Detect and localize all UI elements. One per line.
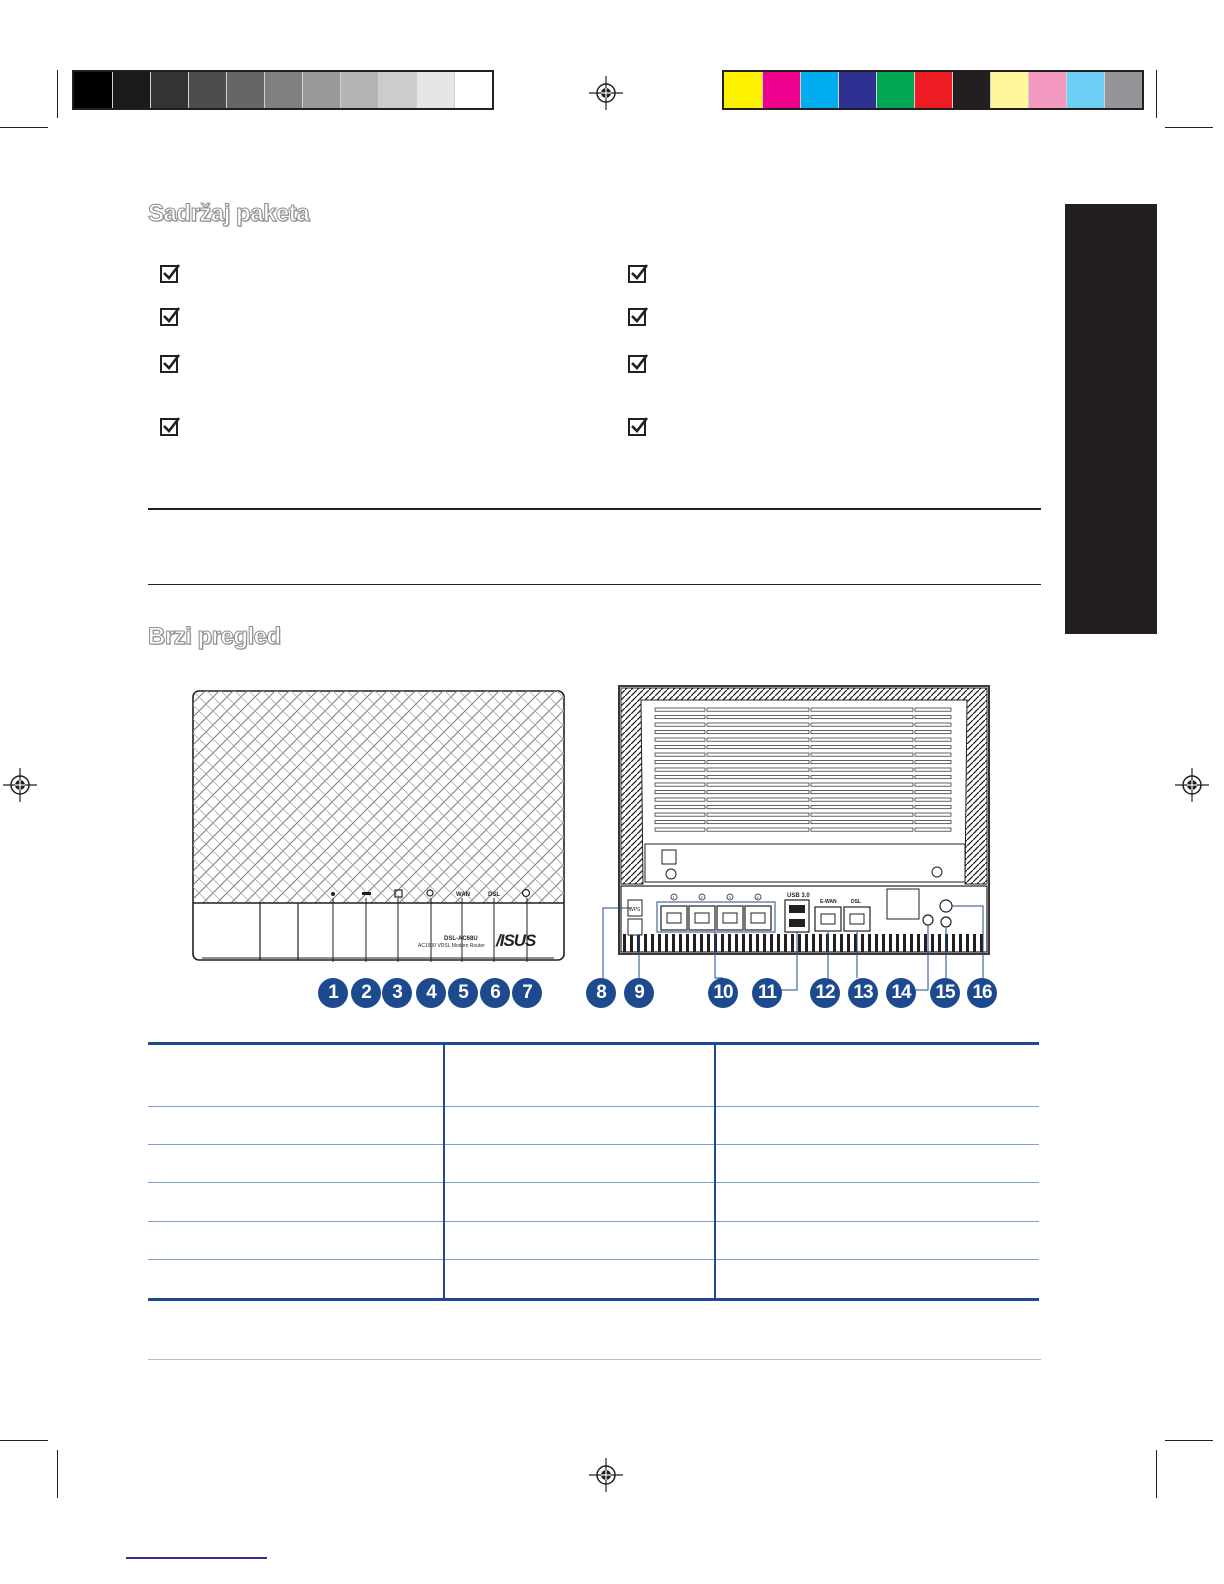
callout-badge: 4: [416, 978, 446, 1008]
callout-badge: 6: [480, 978, 510, 1008]
registration-mark-icon: [3, 768, 37, 802]
color-swatch: [1066, 72, 1104, 108]
callout-badge: 15: [930, 978, 960, 1008]
color-swatch: [74, 72, 112, 108]
callout-badge: 9: [624, 978, 654, 1008]
rear-label-usb: USB 3.0: [787, 893, 810, 899]
crop-mark: [1165, 127, 1213, 128]
router-rear-view: [595, 684, 995, 996]
lan-port-label: 3: [728, 895, 731, 900]
lan-port-label: 1: [672, 895, 675, 900]
model-sublabel: AC1900 VDSL Modem Router: [418, 943, 485, 949]
callout-badge: 10: [708, 978, 738, 1008]
table-row-divider: [148, 1259, 1039, 1260]
lan-port-label: 2: [700, 895, 703, 900]
checkbox-checked-icon: [628, 416, 649, 437]
front-led-label: DSL: [488, 892, 500, 898]
crop-mark: [1156, 70, 1157, 118]
crop-mark: [57, 70, 58, 118]
table-bottom-border: [148, 1298, 1039, 1301]
checkbox-checked-icon: [160, 306, 181, 327]
callout-badge: 12: [810, 978, 840, 1008]
color-swatch: [112, 72, 150, 108]
color-swatch: [914, 72, 952, 108]
table-row-divider: [148, 1221, 1039, 1222]
front-led-label: WAN: [456, 892, 470, 898]
callout-badge: 8: [586, 978, 616, 1008]
footer-rule: [148, 1359, 1041, 1360]
table-column-divider: [443, 1045, 445, 1298]
color-swatch: [876, 72, 914, 108]
color-swatch: [952, 72, 990, 108]
callout-badge: 3: [382, 978, 412, 1008]
package-contents-heading: Sadržaj paketa: [148, 200, 310, 227]
quick-overview-heading: Brzi pregled: [148, 623, 281, 650]
color-swatch: [1028, 72, 1066, 108]
color-bar: [722, 70, 1144, 110]
checkbox-checked-icon: [160, 263, 181, 284]
lan-port-label: 4: [756, 895, 759, 900]
model-label: DSL-AC68U: [444, 936, 478, 942]
rear-label-dsl: DSL: [851, 899, 861, 905]
checkbox-checked-icon: [160, 353, 181, 374]
callout-badge: 7: [512, 978, 542, 1008]
registration-mark-icon: [1175, 768, 1209, 802]
rear-label-wps: WPS: [629, 907, 641, 913]
callout-badge: 1: [318, 978, 348, 1008]
color-swatch: [378, 72, 416, 108]
note-bottom-rule: [148, 584, 1041, 585]
color-swatch: [762, 72, 800, 108]
rear-label-ewan: E-WAN: [820, 899, 837, 905]
color-swatch: [150, 72, 188, 108]
crop-mark: [1156, 1450, 1157, 1498]
brand-logo: /ISUS: [496, 931, 536, 950]
table-row-divider: [148, 1106, 1039, 1107]
callout-badge: 14: [886, 978, 916, 1008]
crop-mark: [57, 1450, 58, 1498]
color-swatch: [800, 72, 838, 108]
table-row-divider: [148, 1144, 1039, 1145]
checkbox-checked-icon: [160, 416, 181, 437]
checkbox-checked-icon: [628, 306, 649, 327]
color-swatch: [226, 72, 264, 108]
color-swatch: [264, 72, 302, 108]
color-swatch: [838, 72, 876, 108]
color-swatch: [416, 72, 454, 108]
grayscale-bar: [72, 70, 494, 110]
crop-mark: [0, 127, 48, 128]
color-swatch: [188, 72, 226, 108]
color-swatch: [990, 72, 1028, 108]
callout-badge: 5: [448, 978, 478, 1008]
color-swatch: [340, 72, 378, 108]
registration-mark-icon: [589, 1458, 623, 1492]
note-top-rule: [148, 508, 1041, 510]
bottom-link-underline: [126, 1557, 267, 1559]
callout-badge: 13: [848, 978, 878, 1008]
router-front-view: [192, 690, 565, 962]
color-swatch: [1104, 72, 1142, 108]
table-top-border: [148, 1042, 1039, 1045]
callout-badge: 11: [752, 978, 782, 1008]
color-swatch: [454, 72, 492, 108]
checkbox-checked-icon: [628, 353, 649, 374]
crop-mark: [1165, 1440, 1213, 1441]
table-row-divider: [148, 1182, 1039, 1183]
callout-badge: 16: [967, 978, 997, 1008]
crop-mark: [0, 1440, 48, 1441]
table-column-divider: [714, 1045, 716, 1298]
color-swatch: [302, 72, 340, 108]
language-tab: [1065, 204, 1157, 634]
color-swatch: [724, 72, 762, 108]
checkbox-checked-icon: [628, 263, 649, 284]
registration-mark-icon: [589, 76, 623, 110]
callout-badge: 2: [351, 978, 381, 1008]
